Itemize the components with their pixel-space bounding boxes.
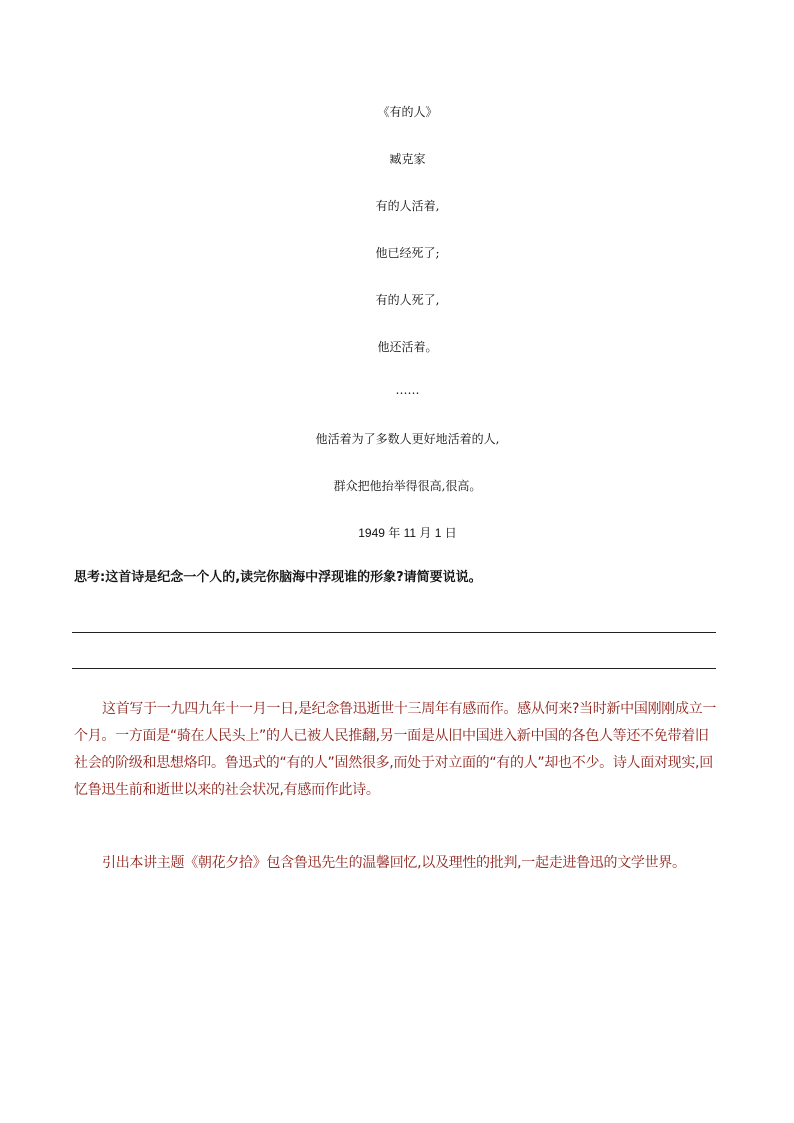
poem-line: 群众把他抬举得很高,很高。 [333,479,482,493]
poem-line: 有的人活着, [375,199,440,213]
poem-line: 他活着为了多数人更好地活着的人, [315,432,500,446]
poem-line: 有的人死了, [375,293,440,307]
poem-author: 臧克家 [389,152,426,166]
answer-line [72,632,716,633]
poem-ellipsis: …… [395,383,420,397]
poem-line: 他还活着。 [377,340,438,354]
poem-line: 他已经死了; [375,246,440,260]
commentary-paragraph: 这首写于一九四九年十一月一日,是纪念鲁迅逝世十三周年有感而作。感从何来?当时新中国刚刚成立一个月。一方面是“骑在人民头上”的人已被人民推翻,另一面是从旧中国进入新中国的各色人等还不免带着旧社会的阶级和思想烙印。鲁迅式的“有的人”固然很多,而处于对立面的“有的人”却也不少。诗人面对现实,回忆鲁迅生前和逝世以来的社会状况,有感而作此诗。 [74,701,717,798]
answer-line [72,668,716,669]
poem-date: 1949 年 11 月 1 日 [358,526,457,540]
discussion-question: 思考:这首诗是纪念一个人的,读完你脑海中浮现谁的形象?请简要说说。 [74,570,482,585]
poem-title: 《有的人》 [377,105,438,119]
theme-paragraph: 引出本讲主题《朝花夕拾》包含鲁迅先生的温馨回忆,以及理性的批判,一起走进鲁迅的文学世界。 [102,855,686,871]
